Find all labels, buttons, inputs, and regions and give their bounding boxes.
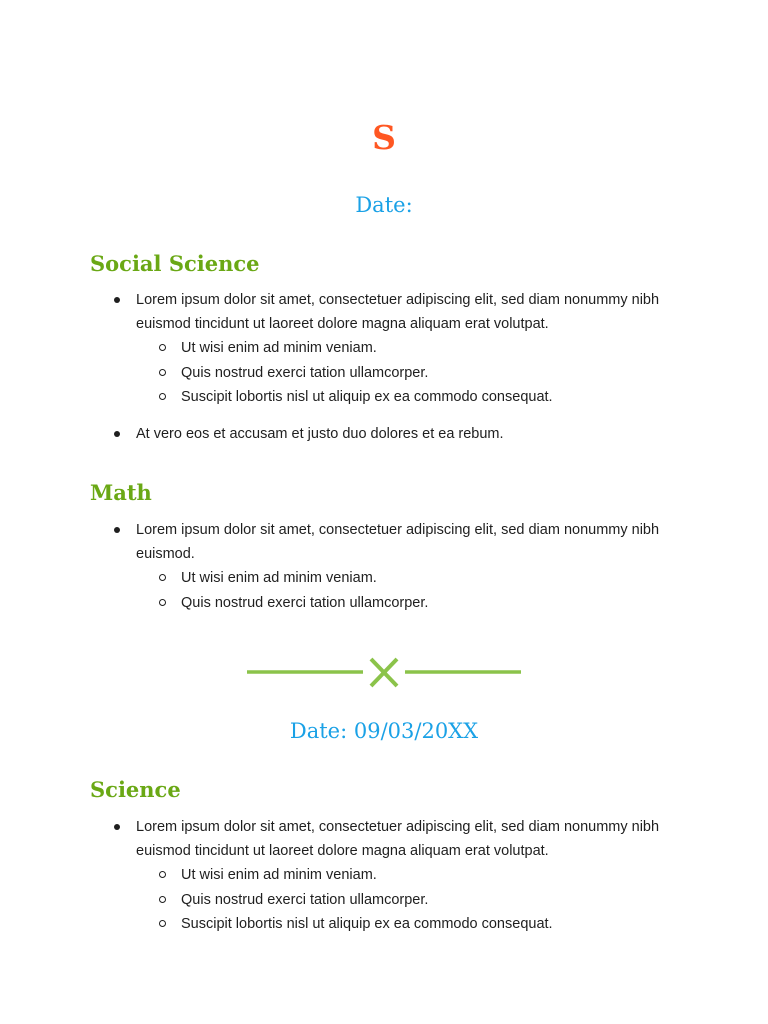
sub-list [136, 863, 668, 937]
list-item-text: Lorem ipsum dolor sit amet, consectetuer adipiscing elit, sed diam nonummy nibh euismod tincidunt ut laoreet dolore magna aliquam erat volutpat. [136, 819, 660, 859]
list-item [0, 422, 768, 446]
x-icon [371, 659, 397, 686]
list-item [0, 288, 768, 410]
sub-list [136, 566, 668, 615]
page-title: S [372, 118, 396, 157]
date-label-2: Date: 09/03/20XX [289, 719, 479, 743]
list-item-text: Lorem ipsum dolor sit amet, consectetuer adipiscing elit, sed diam nonummy nibh euismod. [136, 522, 660, 562]
social-science-list [0, 288, 768, 410]
science-list [0, 815, 768, 937]
sub-list-item: Ut wisi enim ad minim veniam. [0, 566, 668, 591]
section-heading-math: Math [90, 480, 152, 505]
sub-list-item: Quis nostrud exerci tation ullamcorper. [0, 888, 668, 913]
social-science-list-2 [0, 422, 768, 446]
sub-list-item: Suscipit lobortis nisl ut aliquip ex ea commodo consequat. [0, 912, 668, 937]
list-item-text: Lorem ipsum dolor sit amet, consectetuer adipiscing elit, sed diam nonummy nibh euismod tincidunt ut laoreet dolore magna aliquam erat volutpat. [136, 292, 660, 332]
divider-ornament [247, 656, 521, 690]
list-item-text: At vero eos et accusam et justo duo dolores et ea rebum. [136, 426, 504, 442]
sub-list-item: Ut wisi enim ad minim veniam. [0, 863, 668, 888]
sub-list-item: Suscipit lobortis nisl ut aliquip ex ea commodo consequat. [0, 385, 668, 410]
sub-list-item: Quis nostrud exerci tation ullamcorper. [0, 361, 668, 386]
sub-list-item: Ut wisi enim ad minim veniam. [0, 336, 668, 361]
date-label: Date: [355, 193, 413, 217]
section-heading-social-science: Social Science [90, 251, 260, 276]
sub-list-item: Quis nostrud exerci tation ullamcorper. [0, 591, 668, 616]
list-item [0, 518, 768, 615]
list-item [0, 815, 768, 937]
sub-list [136, 336, 668, 410]
section-heading-science: Science [90, 777, 181, 802]
math-list [0, 518, 768, 615]
